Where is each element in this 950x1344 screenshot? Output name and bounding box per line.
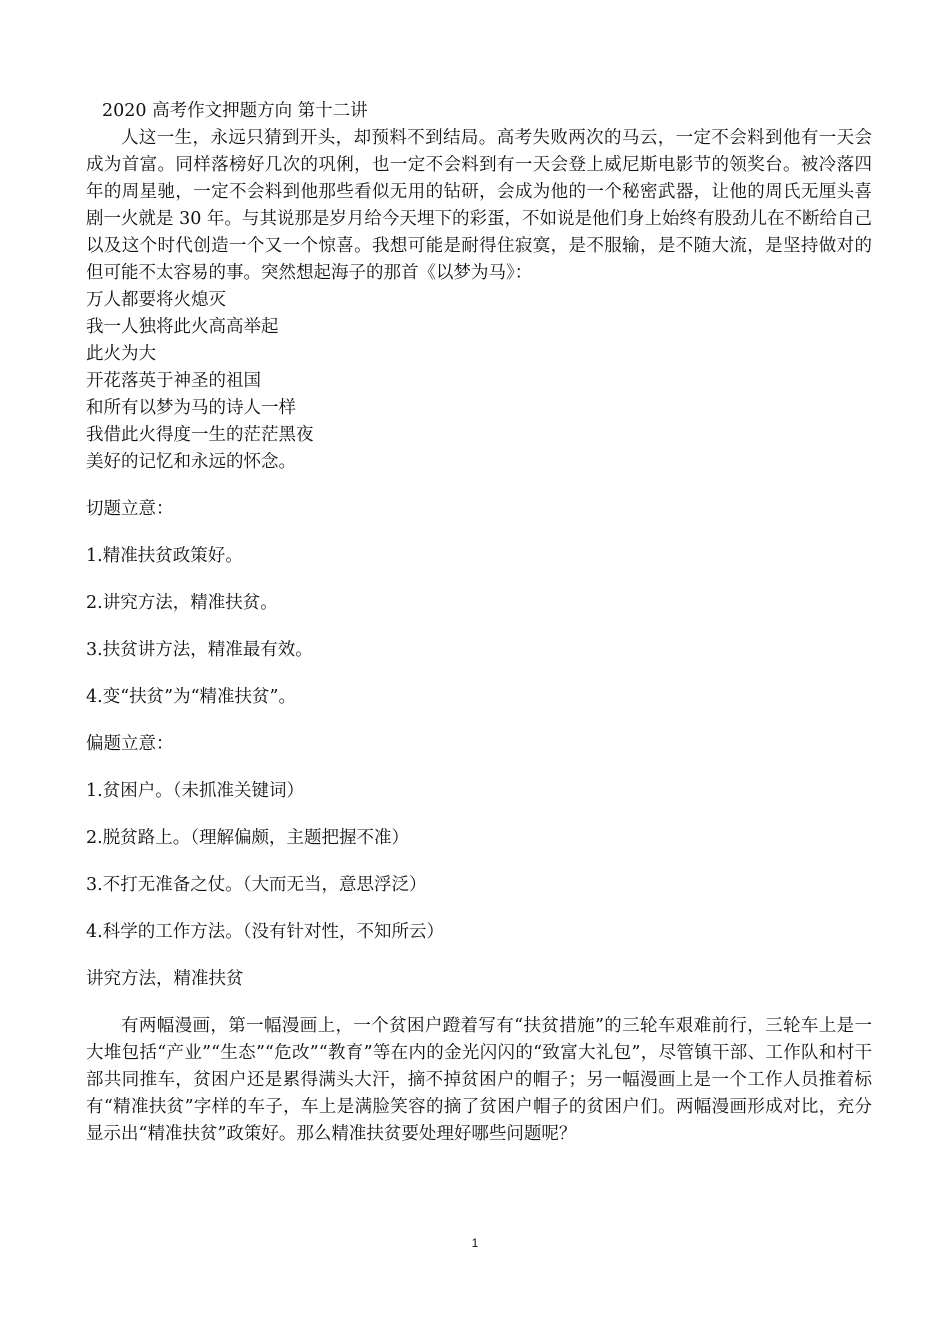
poem-line: 和所有以梦为马的诗人一样 [86,398,296,418]
poem-line: 此火为大 [86,344,156,364]
intro-paragraph: 人这一生，永远只猜到开头，却预料不到结局。高考失败两次的马云，一定不会料到他有一天会成为首富。同样落榜好几次的巩俐，也一定不会料到有一天会登上威尼斯电影节的领奖台。被冷落四年的周星驰，一定不会料到他那些看似无用的钻研，会成为他的一个秘密武器，让他的周氏无厘头喜剧一火就是 30 年。与其说那是岁月给今天埋下的彩蛋，不如说是他们身上始终有股劲儿在不断给自己以及这个时代创造一个又一个惊喜。我想可能是耐得住寂寞，是不服输，是不随大流，是坚持做对的但可能不太容易的事。突然想起海子的那首《以梦为马》： [86,128,872,283]
essay-paragraph: 有两幅漫画，第一幅漫画上，一个贫困户蹬着写有“扶贫措施”的三轮车艰难前行，三轮车上是一大堆包括“产业”“生态”“危改”“教育”等在内的金光闪闪的“致富大礼包”，尽管镇干部、工作队和村干部共同推车，贫困户还是累得满头大汗，摘不掉贫困户的帽子；另一幅漫画上是一个工作人员推着标有“精准扶贫”字样的车子，车上是满脸笑容的摘了贫困户帽子的贫困户们。两幅漫画形成对比，充分显示出“精准扶贫”政策好。那么精准扶贫要处理好哪些问题呢？ [86,1016,872,1144]
on-topic-item: 4.变“扶贫”为“精准扶贫”。 [86,687,296,707]
poem-line: 美好的记忆和永远的怀念。 [86,452,296,472]
poem-line: 开花落英于神圣的祖国 [86,371,261,391]
off-topic-item: 3.不打无准备之仗。（大而无当，意思浮泛） [86,875,427,895]
poem [86,287,872,476]
off-topic-item: 4.科学的工作方法。（没有针对性，不知所云） [86,922,444,942]
on-topic-heading: 切题立意： [86,499,174,519]
poem-line: 我借此火得度一生的茫茫黑夜 [86,425,314,445]
page-number: 1 [471,1236,479,1250]
on-topic-item: 1.精准扶贫政策好。 [86,546,243,566]
off-topic-item: 1.贫困户。（未抓准关键词） [86,781,304,801]
on-topic-item: 3.扶贫讲方法，精准最有效。 [86,640,313,660]
page-content [86,98,872,1148]
document-title: 2020 高考作文押题方向 第十二讲 [102,101,368,121]
off-topic-heading: 偏题立意： [86,734,174,754]
poem-line: 我一人独将此火高高举起 [86,317,279,337]
poem-line: 万人都要将火熄灭 [86,290,226,310]
essay-title: 讲究方法，精准扶贫 [86,969,244,989]
off-topic-item: 2.脱贫路上。（理解偏颇，主题把握不准） [86,828,409,848]
on-topic-item: 2.讲究方法，精准扶贫。 [86,593,278,613]
